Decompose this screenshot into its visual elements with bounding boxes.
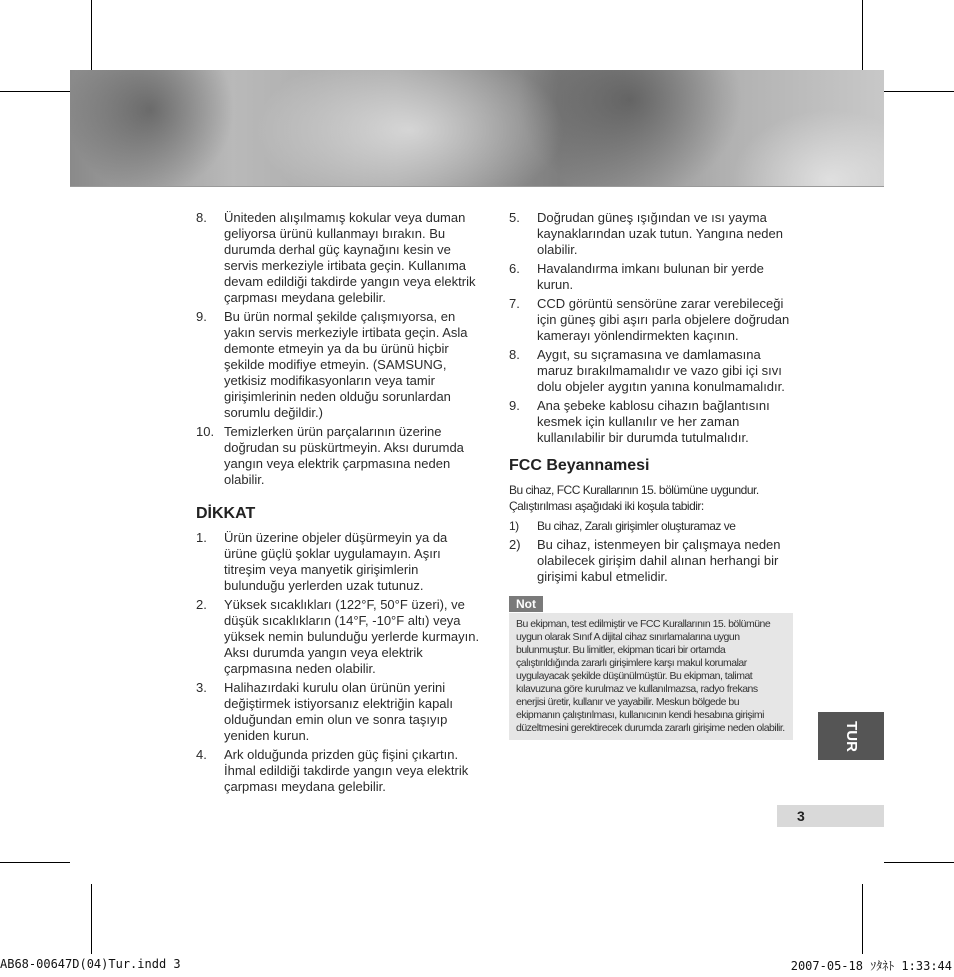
header-banner-image xyxy=(70,70,884,187)
caution-heading: DİKKAT xyxy=(196,505,256,522)
fcc-heading: FCC Beyannamesi xyxy=(509,457,650,474)
language-tab-label: TUR xyxy=(842,720,860,752)
list-item: 5. Doğrudan güneş ışığından ve ısı yayma kaynaklarından uzak tutun. Yangına neden olabilir. xyxy=(509,210,783,257)
crop-mark xyxy=(0,91,70,92)
list-item: 4. Ark olduğunda prizden güç fişini çıkartın. İhmal edildiği takdirde yangın veya elektrik çarpması meydana gelebilir. xyxy=(196,747,469,794)
page-number: 3 xyxy=(777,805,884,827)
crop-mark xyxy=(862,0,863,70)
fcc-intro: Bu cihaz, FCC Kurallarının 15. bölümüne uygundur. Çalıştırılması aşağıdaki iki koşula tabidir: xyxy=(509,483,759,513)
footer-file-info: AB68-00647D(04)Tur.indd 3 xyxy=(0,957,181,971)
note-label: Not xyxy=(509,596,543,612)
crop-mark xyxy=(884,862,954,863)
crop-mark xyxy=(91,0,92,70)
list-item: 2) Bu cihaz, istenmeyen bir çalışmaya neden olabilecek girişim dahil alınan herhangi bir girişimi kabul etmelidir. xyxy=(509,537,781,584)
caution-list xyxy=(196,530,482,795)
fcc-conditions-list xyxy=(509,518,793,585)
left-column xyxy=(196,210,482,798)
note-box: Bu ekipman, test edilmiştir ve FCC Kurallarının 15. bölümüne uygun olarak Sınıf A dijital cihaz sınırlamalarına uygun bulunmuştur. Bu limitler, ekipman ticari bir ortamda çalıştırıldığında zararlı girişimlere karşı makul korumalar uygulayacak şekilde düşünülmüştür. Bu ekipman, talimat kılavuzuna göre kurulmaz ve kullanılmazsa, radyo frekans enerjisi üretir, kullanır ve yayabilir. Meskun bölgede bu ekipmanın çalıştırılması, kullanıcının kendi hesabına girişimi düzeltmesini gerektirecek durumda zararlı girişime neden olabilir. xyxy=(509,613,793,740)
list-item: 3. Halihazırdaki kurulu olan ürünün yerini değiştirmek istiyorsanız elektriğin kapalı olduğundan emin olun ve sonra taşıyıp yeniden kurun. xyxy=(196,680,454,743)
language-tab xyxy=(818,712,884,760)
list-item: 2. Yüksek sıcaklıkları (122°F, 50°F üzeri), ve düşük sıcaklıkların (14°F, -10°F altı) veya yüksek nemin bulunduğu yerlerde kurmayın. Aksı durumda yangın veya elektrik çarpmasına neden olabilir. xyxy=(196,597,480,676)
caution-list-continued xyxy=(509,210,793,446)
crop-mark xyxy=(0,862,70,863)
crop-mark xyxy=(862,884,863,954)
list-item: 8. Üniteden alışılmamış kokular veya duman geliyorsa ürünü kullanmayı bırakın. Bu durumda derhal güç kaynağını kesin ve servis merkeziyle irtibata geçin. Kullanıma devam edildiği takdirde yangın veya elektrik çarpması meydana gelebilir. xyxy=(196,210,476,305)
list-item: 9. Bu ürün normal şekilde çalışmıyorsa, en yakın servis merkeziyle irtibata geçin. Asla demonte etmeyin ya da bu ürünü hiçbir şekilde modifiye etmeyin. (SAMSUNG, yetkisiz modifikasyonların veya tamir girişimlerinin neden olduğu sorunlardan sorumlu değildir.) xyxy=(196,309,468,420)
list-item: 1. Ürün üzerine objeler düşürmeyin ya da ürüne güçlü şoklar uygulamayın. Aşırı titreşim veya manyetik girişimlerin bulunduğu yerlerden uzak tutunuz. xyxy=(196,530,448,593)
list-item: 10. Temizlerken ürün parçalarının üzerine doğrudan su püskürtmeyin. Aksı durumda yangın veya elektrik çarpmasına neden olabilir. xyxy=(196,424,464,487)
list-item: 9. Ana şebeke kablosu cihazın bağlantısını kesmek için kullanılır ve her zaman kullanılabilir bir durumda tutulmalıdır. xyxy=(509,398,770,445)
list-item: 7. CCD görüntü sensörüne zarar verebileceği için güneş gibi aşırı parla objelere doğrudan kamerayı yönlendirmekten kaçının. xyxy=(509,296,790,343)
list-item: 6. Havalandırma imkanı bulunan bir yerde kurun. xyxy=(509,261,764,292)
list-item: 1) Bu cihaz, Zaralı girişimler oluşturamaz ve xyxy=(509,519,736,533)
crop-mark xyxy=(91,884,92,954)
right-column xyxy=(509,210,793,740)
list-item: 8. Aygıt, su sıçramasına ve damlamasına maruz bırakılmamalıdır ve vazo gibi içi sıvı dolu objeler aygıtın yanına konulmamalıdır. xyxy=(509,347,785,394)
safety-list-continued xyxy=(196,210,482,488)
footer-timestamp: 2007-05-18 ｿﾀﾈﾄ 1:33:44 xyxy=(790,959,952,973)
crop-mark xyxy=(884,91,954,92)
